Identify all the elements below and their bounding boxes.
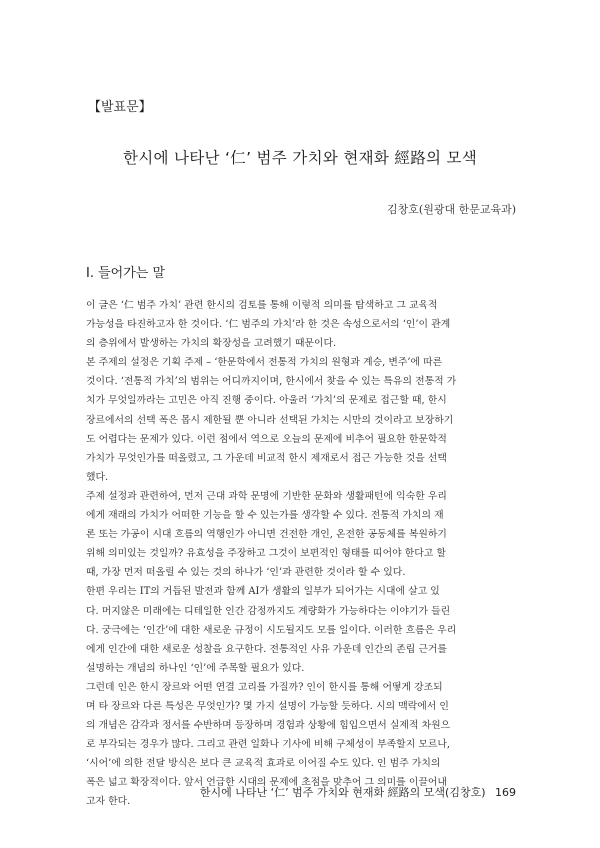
body-line: 도 어렵다는 문제가 있다. 이런 점에서 역으로 오늘의 문제에 비추어 필요한 한문학적 <box>86 433 447 445</box>
body-line: 론 또는 가공이 시대 흐름의 역행인가 아니면 건전한 개인, 온전한 공동체를 복원하기 <box>86 529 447 541</box>
body-line: 고자 한다. <box>86 796 131 808</box>
body-line: 그런데 인은 한시 장르와 어떤 연결 고리를 가질까? 인이 한시를 통해 어떻게 강조되 <box>86 681 443 693</box>
running-title: 한시에 나타난 ‘仁’ 범주 가치와 현재화 經路의 모색(김창호) <box>199 786 486 799</box>
body-line: 에게 인간에 대한 새로운 성찰을 요구한다. 전통적인 사유 가운데 인간의 존립 근거를 <box>86 643 447 655</box>
body-line: 다. 궁극에는 ‘인간’에 대한 새로운 규정이 시도될지도 모를 일이다. 이러한 흐름은 우리 <box>86 624 457 636</box>
body-line: 주제 설정과 관련하여, 먼저 근대 과학 문명에 기반한 문화와 생활패턴에 익숙한 우리 <box>86 490 447 502</box>
body-line: ‘시어’에 의한 전달 방식은 보다 큰 교육적 효과로 이어질 수도 있다. 인 범주 가치의 <box>86 758 441 770</box>
body-line: 본 주제의 설정은 기획 주제 – ‘한문학에서 전통적 가치의 원형과 계승, 변주’에 따른 <box>86 357 443 369</box>
section-heading: Ⅰ. 들어가는 말 <box>86 266 166 281</box>
author-affiliation: 김창호(원광대 한문교육과) <box>387 203 516 216</box>
body-line: 에게 재래의 가치가 어떠한 기능을 할 수 있는가를 생각할 수 있다. 전통적 가치의 재 <box>86 510 444 522</box>
document-type-label: 【발표문】 <box>88 100 152 115</box>
body-line: 것이다. ‘전통적 가치’의 범위는 어디까지이며, 한시에서 찾을 수 있는 특유의 전통적 가 <box>86 376 457 388</box>
body-line: 장르에서의 선택 폭은 몹시 제한될 뿐 아니라 선택된 가치는 시만의 것이라고 보장하기 <box>86 414 454 426</box>
body-line: 했다. <box>86 471 109 483</box>
body-line: 가치가 무엇인가를 떠올렸고, 그 가운데 비교적 한시 제재로서 접근 가능한 것을 선택 <box>86 452 447 464</box>
body-line: 치가 무엇일까라는 고민은 아직 진행 중이다. 아울러 ‘가치’의 문제로 접근할 때, 한시 <box>86 395 447 407</box>
body-line: 폭은 넓고 확장적이다. 앞서 언급한 시대의 문제에 초점을 맞추어 그 의미를 이끌어내 <box>86 777 447 789</box>
body-line: 때, 가장 먼저 떠올릴 수 있는 것의 하나가 ‘인’과 관련한 것이라 할 수 있다. <box>86 567 406 579</box>
body-line: 이 글은 ‘仁 범주 가치’ 관련 한시의 검토를 통해 이렇적 의미를 탐색하고 그 교육적 <box>86 300 438 311</box>
body-line: 다. 머지않은 미래에는 디테일한 인간 감정까지도 계량화가 가능하다는 이야기가 들린 <box>86 605 451 617</box>
body-line: 로 부각되는 경우가 많다. 그리고 관련 일화나 기사에 비해 구체성이 부족할지 모르나, <box>86 739 450 751</box>
body-line: 설명하는 개념의 하나인 ‘인’에 주목할 필요가 있다. <box>86 662 305 674</box>
page-number: 169 <box>495 786 516 799</box>
body-line: 의 개념은 감각과 정서를 수반하며 등장하며 경험과 상황에 힘입으면서 실제적 차원으 <box>86 720 451 732</box>
body-line: 며 타 장르와 다른 특성은 무엇인가? 몇 가지 설명이 가능할 듯하다. 시의 맥락에서 인 <box>86 700 449 712</box>
body-line: 위해 의미있는 것일까? 유효성을 주장하고 그것이 보편적인 형태를 띠어야 한다고 할 <box>86 548 446 560</box>
body-line: 의 층위에서 발생하는 가치의 확장성을 고려했기 때문이다. <box>86 338 337 350</box>
body-text <box>86 296 516 812</box>
page-footer <box>200 784 516 800</box>
body-line: 한편 우리는 IT의 거듭된 발전과 함께 AI가 생활의 일부가 되어가는 시대에 살고 있 <box>86 586 440 598</box>
body-line: 가능성을 타진하고자 한 것이다. ‘仁 범주의 가치’라 한 것은 속성으로서의 ‘인’이 관계 <box>86 319 451 331</box>
paper-title: 한시에 나타난 ‘仁’ 범주 가치와 현재화 經路의 모색 <box>122 149 478 167</box>
